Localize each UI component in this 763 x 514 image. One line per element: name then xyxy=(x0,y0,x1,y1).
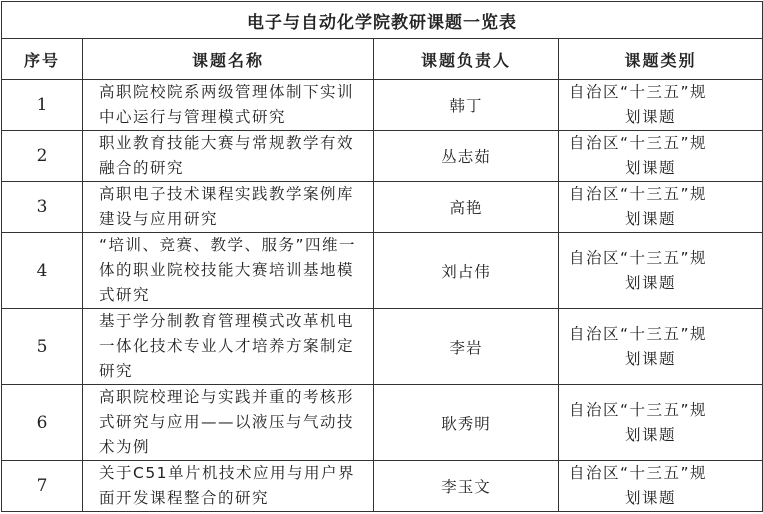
topic-name: “培训、竞赛、教学、服务”四维一体的职业院校技能大赛培训基地模式研究 xyxy=(83,233,374,309)
topic-type-line1: 自治区“十三五”规 xyxy=(569,83,708,101)
row-number: 7 xyxy=(2,461,83,512)
row-number: 4 xyxy=(2,233,83,309)
topic-type xyxy=(559,80,763,131)
table-row xyxy=(2,131,763,182)
topic-type xyxy=(559,461,763,512)
topic-type-line1: 自治区“十三五”规 xyxy=(569,185,708,203)
topic-type-line1: 自治区“十三五”规 xyxy=(569,134,708,152)
table-row xyxy=(2,461,763,512)
topic-type-line2: 划课题 xyxy=(625,425,677,444)
topic-type xyxy=(559,131,763,182)
topic-lead: 李玉文 xyxy=(374,461,559,512)
table-row xyxy=(2,309,763,385)
topic-lead: 丛志茹 xyxy=(374,131,559,182)
topic-type-line2: 划课题 xyxy=(625,210,677,228)
topic-name: 高职院校院系两级管理体制下实训中心运行与管理模式研究 xyxy=(83,80,374,131)
topic-lead: 刘占伟 xyxy=(374,233,559,309)
header-lead: 课题负责人 xyxy=(374,39,559,80)
topic-name: 职业教育技能大赛与常规教学有效融合的研究 xyxy=(83,131,374,182)
topic-type xyxy=(559,385,763,461)
topic-name: 高职电子技术课程实践教学案例库建设与应用研究 xyxy=(83,182,374,233)
topic-type-line1: 自治区“十三五”规 xyxy=(569,248,708,267)
topic-type-line2: 划课题 xyxy=(625,273,677,292)
topic-type xyxy=(559,233,763,309)
topic-lead: 耿秀明 xyxy=(374,385,559,461)
table-title: 电子与自动化学院教研课题一览表 xyxy=(2,2,763,39)
topic-type-line2: 划课题 xyxy=(625,108,677,126)
topic-name: 高职院校理论与实践并重的考核形式研究与应用——以液压与气动技术为例 xyxy=(83,385,374,461)
topic-name: 关于C51单片机技术应用与用户界面开发课程整合的研究 xyxy=(83,461,374,512)
table-row xyxy=(2,182,763,233)
table-row xyxy=(2,80,763,131)
topic-lead: 高艳 xyxy=(374,182,559,233)
row-number: 6 xyxy=(2,385,83,461)
header-name: 课题名称 xyxy=(83,39,374,80)
header-row xyxy=(2,39,763,80)
header-no: 序号 xyxy=(2,39,83,80)
topic-type-line2: 划课题 xyxy=(625,349,677,368)
row-number: 1 xyxy=(2,80,83,131)
topic-type-line1: 自治区“十三五”规 xyxy=(569,464,708,482)
header-type: 课题类别 xyxy=(559,39,763,80)
topic-lead: 韩丁 xyxy=(374,80,559,131)
table-row xyxy=(2,385,763,461)
row-number: 5 xyxy=(2,309,83,385)
topic-type xyxy=(559,309,763,385)
topic-type-line2: 划课题 xyxy=(625,489,677,507)
topic-lead: 李岩 xyxy=(374,309,559,385)
research-topics-table xyxy=(1,1,763,512)
row-number: 2 xyxy=(2,131,83,182)
topic-type-line1: 自治区“十三五”规 xyxy=(569,400,708,419)
topic-name: 基于学分制教育管理模式改革机电一体化技术专业人才培养方案制定研究 xyxy=(83,309,374,385)
row-number: 3 xyxy=(2,182,83,233)
topic-type-line2: 划课题 xyxy=(625,159,677,177)
topic-type xyxy=(559,182,763,233)
topic-type-line1: 自治区“十三五”规 xyxy=(569,324,708,343)
table-row xyxy=(2,233,763,309)
